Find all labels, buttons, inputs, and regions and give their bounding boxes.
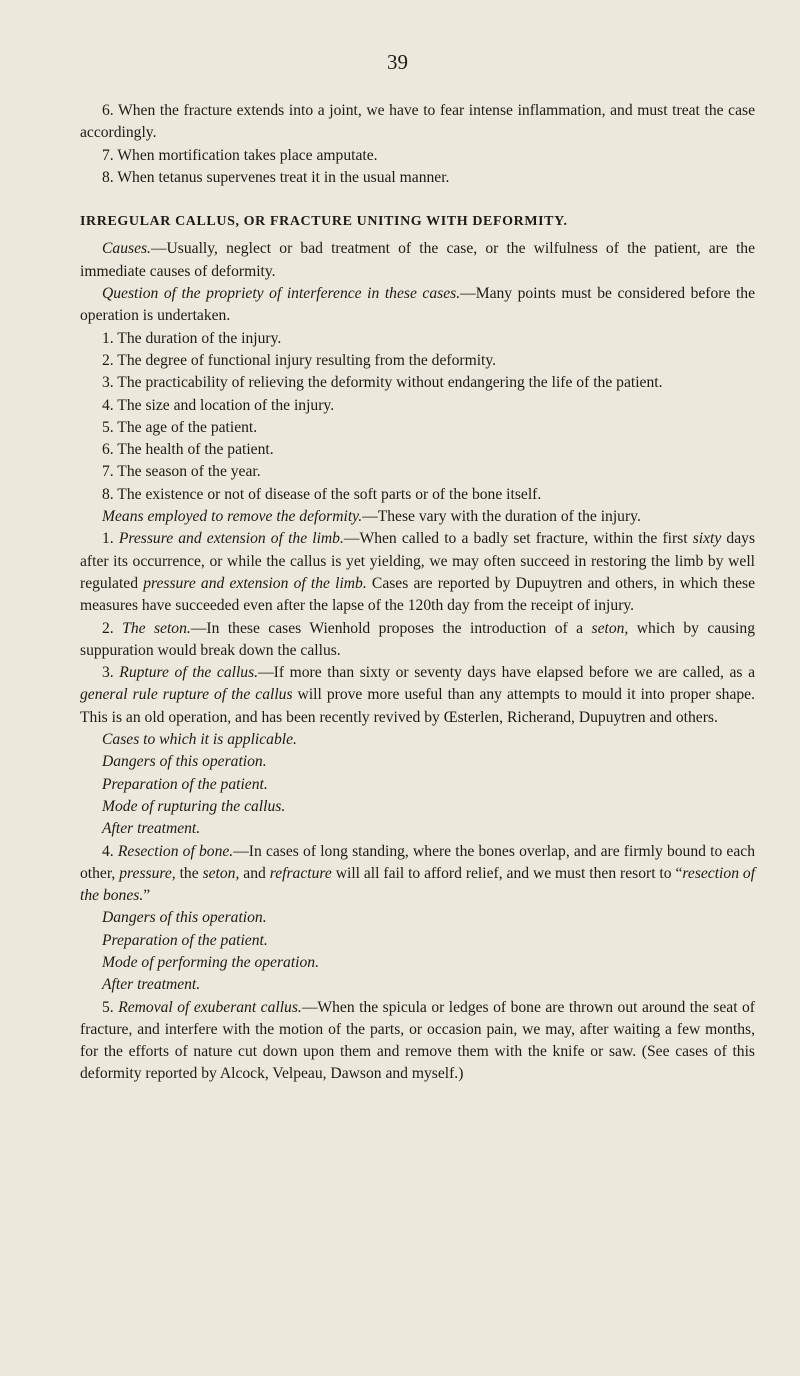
item-number: 2.	[102, 619, 123, 637]
emphasis: resection of the bones.	[80, 864, 756, 905]
subheading-text: Mode of performing the operation.	[102, 953, 319, 971]
item-number: 5.	[102, 998, 119, 1016]
emphasis: pressure,	[119, 864, 176, 882]
consideration-item: 5. The age of the patient.	[102, 418, 258, 436]
removal-paragraph	[80, 997, 755, 1086]
emphasis: sixty	[692, 530, 722, 548]
subheading	[80, 907, 755, 929]
pressure-label: Pressure and extension of the limb.	[118, 530, 344, 548]
section-heading: IRREGULAR CALLUS, OR FRACTURE UNITING WITH DEFORMITY.	[80, 214, 568, 230]
means-label: Means employed to remove the deformity.	[102, 508, 363, 526]
subheading-text: Preparation of the patient.	[102, 775, 268, 793]
list-item-8: 8. When tetanus supervenes treat it in the usual manner.	[102, 168, 450, 186]
text-run: ”	[143, 887, 151, 905]
page-number: 39	[387, 50, 408, 74]
seton-label: The seton.	[122, 619, 191, 637]
text-run: will prove more useful than any attempts to mould it into proper shape. This is an old operation, and has been recently revived by Œsterlen, Richerand, Dupuytren and others.	[80, 686, 755, 726]
subheading	[80, 952, 755, 974]
text-run: —In these cases Wienhold proposes the introduction of a	[190, 619, 592, 637]
consideration-item: 8. The existence or not of disease of the soft parts or of the bone itself.	[102, 485, 542, 503]
removal-label: Removal of exuberant callus.	[118, 998, 302, 1016]
consideration-item: 1. The duration of the injury.	[102, 329, 282, 347]
consideration-item: 7. The season of the year.	[102, 463, 261, 481]
emphasis: seton,	[202, 864, 240, 882]
emphasis: seton,	[591, 619, 629, 637]
subheading-text: Preparation of the patient.	[102, 931, 268, 949]
consideration-item: 3. The practicability of relieving the deformity without endangering the life of the patient.	[102, 374, 663, 392]
page-body	[80, 100, 755, 1086]
emphasis: pressure and extension of the limb.	[143, 574, 367, 592]
subheading	[80, 974, 755, 996]
consideration-item: 4. The size and location of the injury.	[102, 396, 335, 414]
text-run: will all fail to afford relief, and we must then resort to “	[331, 864, 683, 882]
subheading	[80, 818, 755, 840]
subheading-text: Cases to which it is applicable.	[102, 731, 297, 749]
pressure-paragraph	[80, 528, 755, 617]
resection-paragraph	[80, 841, 755, 908]
means-paragraph	[80, 506, 755, 528]
resection-label: Resection of bone.	[117, 842, 234, 860]
subheading-text: Dangers of this operation.	[102, 753, 267, 771]
item-number: 4.	[102, 842, 118, 860]
seton-paragraph	[80, 618, 755, 663]
text-run: —When the spicula or ledges of bone are thrown out around the seat of fracture, and interfere with the motion of the parts, or occasion pain, we may, after waiting a few months, for the efforts of nature cut down upon them and remove them with the knife or saw. (See cases of this deformity reported by Alcock, Velpeau, Dawson and myself.)	[80, 998, 755, 1083]
text-run: which by causing suppuration would break down the callus.	[80, 619, 755, 659]
consideration-item: 2. The degree of functional injury resulting from the deformity.	[102, 351, 497, 369]
question-paragraph	[80, 283, 755, 328]
subheading-text: After treatment.	[102, 976, 201, 994]
list-item-7: 7. When mortification takes place amputate.	[102, 146, 378, 164]
text-run: —In cases of long standing, where the bones overlap, and are firmly bound to each other,	[80, 842, 755, 882]
subheading-text: Dangers of this operation.	[102, 909, 267, 927]
subheading	[80, 796, 755, 818]
subheading	[80, 774, 755, 796]
list-item-6: 6. When the fracture extends into a joint, we have to fear intense inflammation, and must treat the case accordingly.	[80, 102, 755, 142]
rupture-paragraph	[80, 662, 755, 729]
text-run: the	[175, 864, 203, 882]
subheading	[80, 930, 755, 952]
text-run: Cases are reported by Dupuytren and others, in which these measures have succeeded even after the lapse of the 120th day from the receipt of injury.	[80, 574, 755, 615]
subheading	[80, 729, 755, 751]
subheading-text: Mode of rupturing the callus.	[102, 797, 286, 815]
emphasis: general rule rupture of the callus	[80, 686, 293, 704]
emphasis: refracture	[269, 864, 332, 882]
causes-paragraph	[80, 238, 755, 283]
causes-label: Causes.	[102, 240, 151, 258]
means-text: —These vary with the duration of the injury.	[362, 508, 641, 526]
consideration-item: 6. The health of the patient.	[102, 441, 274, 459]
rupture-label: Rupture of the callus.	[119, 664, 259, 682]
text-run: and	[239, 864, 270, 882]
text-run: days after its occurrence, or while the callus is yet yielding, we may often succeed in restoring the limb by well regulated	[80, 530, 756, 592]
question-label: Question of the propriety of interference in these cases.	[102, 285, 461, 303]
item-number: 1.	[102, 530, 119, 548]
text-run: —If more than sixty or seventy days have elapsed before we are called, as a	[258, 664, 756, 682]
question-text: —Many points must be considered before the operation is undertaken.	[80, 285, 755, 325]
subheading	[80, 751, 755, 773]
causes-text: —Usually, neglect or bad treatment of the case, or the wilfulness of the patient, are the immediate causes of deformity.	[80, 240, 755, 280]
item-number: 3.	[102, 664, 120, 682]
text-run: —When called to a badly set fracture, within the first	[343, 530, 693, 548]
subheading-text: After treatment.	[102, 820, 201, 838]
